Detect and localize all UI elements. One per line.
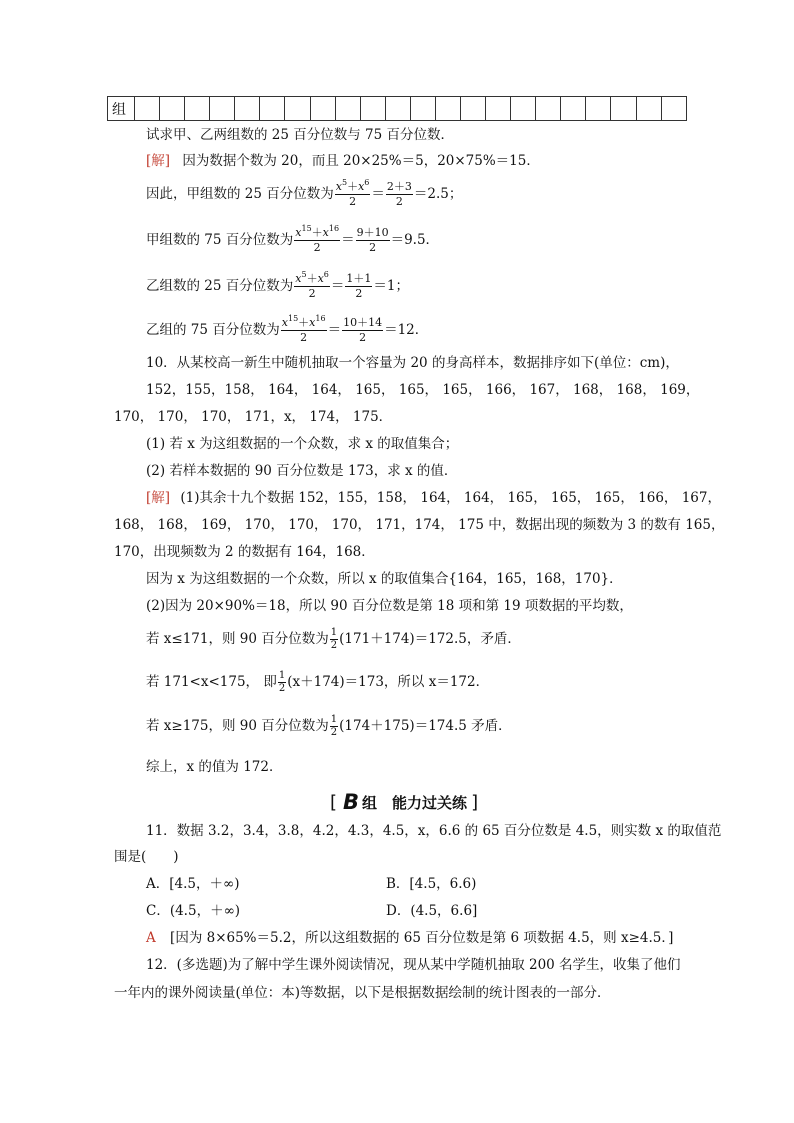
grid-cell (160, 97, 185, 121)
grid-cell (385, 97, 410, 121)
section-b-header (330, 791, 478, 813)
grid-cell (636, 97, 661, 121)
fraction: $\frac{1+1}{2}$ (346, 272, 372, 300)
grid-cell (185, 97, 210, 121)
q11-option-d: D．(4.5，6.6] (386, 903, 478, 919)
q9-line-c: 乙组数的 25 百分位数为 $\frac{x^5+x^6}{2}$ ＝ $\frac{1+1}{2}$ ＝1； (146, 270, 409, 300)
q11-option-a: A．[4.5，＋∞) (146, 876, 240, 892)
bracket-close: ] (471, 791, 479, 813)
grid-cell (486, 97, 511, 121)
grid-cell (461, 97, 486, 121)
grid-cell (335, 97, 360, 121)
grid-cell (285, 97, 310, 121)
bracket-open: [ (330, 791, 338, 813)
grid-cell (310, 97, 335, 121)
fraction: $\frac{x^5+x^6}{2}$ (295, 270, 329, 300)
grid-cell (360, 97, 385, 121)
grid-cell (410, 97, 435, 121)
q10-solution-line-3: 170，出现频数为 2 的数据有 164，168． (114, 544, 375, 560)
q10-part-2: (2) 若样本数据的 90 百分位数是 173，求 x 的值． (146, 463, 458, 479)
q10-sol1: (1)其余十九个数据 152，155，158， 164， 164， 165， 165， 165， 166， 167， (180, 490, 721, 506)
fraction-half: $\frac{1}{2}$ (330, 714, 338, 738)
solution-tag: [解] (146, 153, 171, 169)
fraction: $\frac{10+14}{2}$ (343, 316, 383, 344)
grid-cell (511, 97, 536, 121)
q10-part-1: (1) 若 x 为这组数据的一个众数，求 x 的取值集合； (146, 436, 459, 452)
q10-line-1: 10．从某校高一新生中随机抽取一个容量为 20 的身高样本，数据排序如下(单位：cm)， (146, 355, 679, 371)
answer-letter: A (146, 930, 156, 946)
q11-explain: [因为 8×65%＝5.2，所以这组数据的 65 百分位数是第 6 项数据 4.5，则 x≥4.5．] (170, 930, 674, 946)
grid-label: 组 (108, 97, 135, 121)
grid-cell (611, 97, 636, 121)
q9-sol1: 因为数据个数为 20，而且 20×25%＝5，20×75%＝15． (182, 153, 540, 169)
q9-prompt: 试求甲、乙两组数的 25 百分位数与 75 百分位数． (146, 127, 455, 143)
q10-line-3: 170， 170， 170， 171，x， 174， 175． (114, 409, 393, 425)
grid-cell (260, 97, 285, 121)
q9-line-d: 乙组的 75 百分位数为 $\frac{x^{15}+x^{16}}{2}$ ＝ $\frac{10+14}{2}$ ＝12． (146, 314, 429, 344)
grid-cell (210, 97, 235, 121)
q10-solution-line-2: 168， 168， 169， 170， 170， 170， 171，174， 175 中，数据出现的频数为 3 的数有 165， (114, 517, 725, 533)
q10-case-2: 若 171<x<175， 即 $\frac{1}{2}$ (x＋174)＝173，所以 x＝172． (146, 670, 490, 694)
section-letter: B (343, 790, 360, 814)
fraction: $\frac{x^{15}+x^{16}}{2}$ (281, 314, 326, 344)
grid-cell (536, 97, 561, 121)
q10-conclusion: 综上，x 的值为 172． (146, 759, 283, 775)
q10-solution-line-4: 因为 x 为这组数据的一个众数，所以 x 的取值集合{164，165，168，170}． (146, 571, 623, 587)
q10-solution-line-5: (2)因为 20×90%＝18，所以 90 百分位数是第 18 项和第 19 项数据的平均数， (146, 598, 633, 614)
q9-solution-line (146, 155, 540, 169)
q10-case-3: 若 x≥175，则 90 百分位数为 $\frac{1}{2}$ (174＋175)＝174.5 矛盾． (146, 714, 512, 738)
solution-tag: [解] (146, 490, 171, 506)
grid-row (108, 97, 687, 121)
q12-line-2: 一年内的课外阅读量(单位：本)等数据，以下是根据数据绘制的统计图表的一部分． (114, 985, 611, 1001)
q11-option-c: C．(4.5，＋∞) (146, 903, 241, 919)
fraction: $\frac{x^{15}+x^{16}}{2}$ (295, 224, 340, 254)
grid-cell (661, 97, 686, 121)
q9-line-d-text: 乙组的 75 百分位数为 (146, 321, 280, 338)
q9-line-c-text: 乙组数的 25 百分位数为 (146, 277, 294, 294)
section-title: 组 能力过关练 (362, 793, 468, 812)
q10-case-1: 若 x≤171，则 90 百分位数为 $\frac{1}{2}$ (171＋174)＝172.5，矛盾． (146, 627, 521, 651)
q10-line-2: 152，155，158， 164， 164， 165， 165， 165， 166， 167， 168， 168， 169， (146, 382, 700, 398)
grid-cell (235, 97, 260, 121)
q9-line-b: 甲组数的 75 百分位数为 $\frac{x^{15}+x^{16}}{2}$ ＝ $\frac{9+10}{2}$ ＝9.5． (146, 224, 440, 254)
fraction: $\frac{x^5+x^6}{2}$ (335, 178, 370, 208)
grid-cell (561, 97, 586, 121)
q11-line-2: 围是( ) (114, 849, 179, 865)
q9-line-b-text: 甲组数的 75 百分位数为 (146, 231, 294, 248)
q11-answer-line (146, 932, 673, 946)
q9-line-a: 因此，甲组数的 25 百分位数为 $\frac{x^5+x^6}{2}$ ＝ $\frac{2+3}{2}$ ＝2.5； (146, 178, 463, 208)
fraction-half: $\frac{1}{2}$ (278, 670, 286, 694)
q12-line-1: 12．(多选题)为了解中学生课外阅读情况，现从某中学随机抽取 200 名学生，收集了他们 (146, 957, 681, 973)
fraction: $\frac{2+3}{2}$ (386, 180, 412, 208)
score-grid (107, 96, 687, 121)
q11-line-1: 11．数据 3.2，3.4，3.8，4.2，4.3，4.5，x，6.6 的 65 百分位数是 4.5，则实数 x 的取值范 (146, 823, 722, 839)
q11-option-b: B．[4.5，6.6) (386, 876, 477, 892)
fraction-half: $\frac{1}{2}$ (330, 627, 338, 651)
q9-line-a-text: 因此，甲组数的 25 百分位数为 (146, 185, 334, 202)
grid-cell (435, 97, 460, 121)
fraction: $\frac{9+10}{2}$ (356, 226, 389, 254)
grid-cell (586, 97, 611, 121)
grid-cell (135, 97, 160, 121)
q10-solution-line-1 (146, 492, 721, 506)
